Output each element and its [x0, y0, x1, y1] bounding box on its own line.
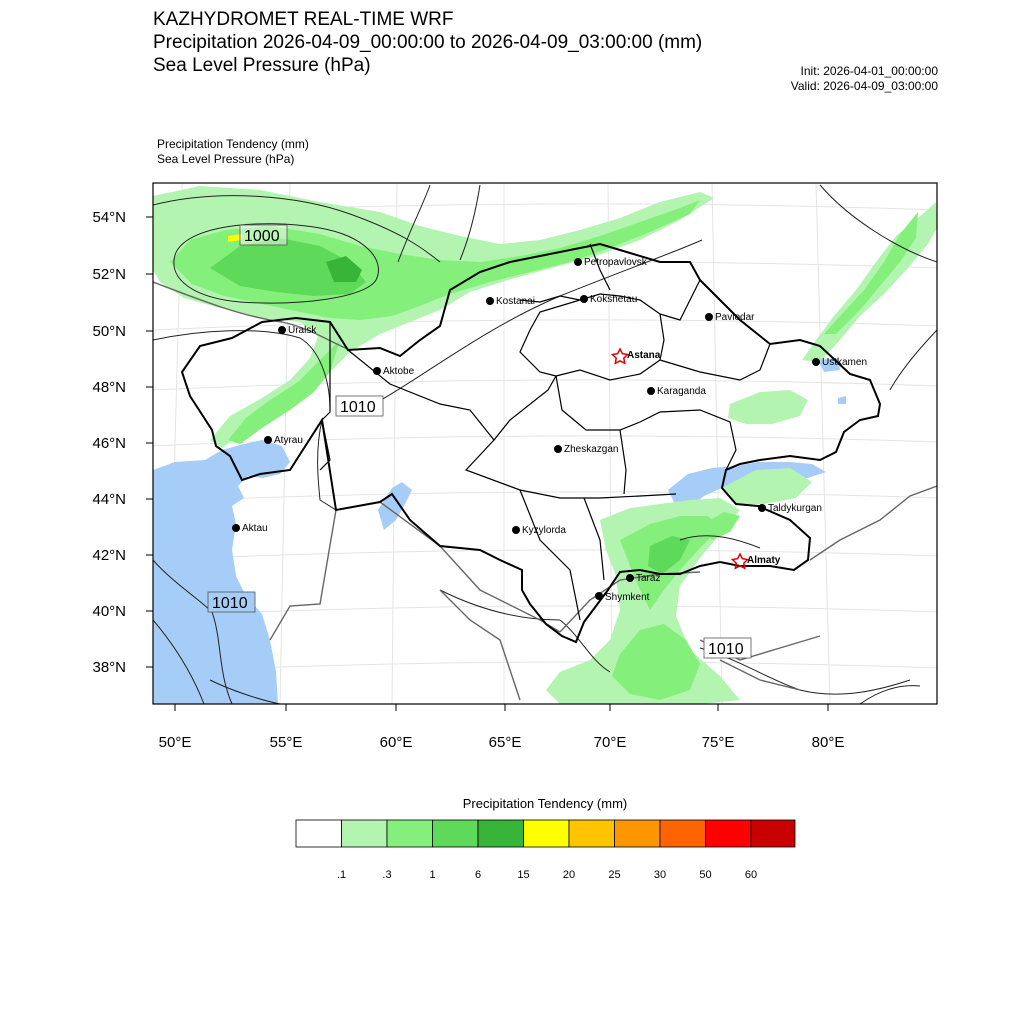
- slp-field-label: Sea Level Pressure (hPa): [157, 152, 295, 166]
- lat-label: 46°N: [92, 435, 126, 452]
- legend-label: 25: [608, 869, 621, 881]
- isobar-label: 1010: [340, 399, 376, 416]
- legend-label: 1: [429, 869, 436, 881]
- city-label: Uralsk: [288, 325, 317, 336]
- lat-label: 54°N: [92, 209, 126, 226]
- valid-time: Valid: 2026-04-09_03:00:00: [790, 79, 938, 93]
- city-label: Shymkent: [605, 592, 650, 603]
- init-time: Init: 2026-04-01_00:00:00: [800, 64, 938, 78]
- lat-label: 40°N: [92, 603, 126, 620]
- lat-label: 38°N: [92, 659, 126, 676]
- map-layers: [153, 183, 937, 704]
- legend-labels: [337, 869, 757, 881]
- city-label: Almaty: [747, 555, 781, 566]
- city-label: Pavlodar: [715, 312, 755, 323]
- lat-label: 48°N: [92, 379, 126, 396]
- page-title: KAZHYDROMET REAL-TIME WRF: [153, 9, 454, 30]
- legend-colorbar: [296, 820, 795, 847]
- precip-field-label: Precipitation Tendency (mm): [157, 137, 309, 151]
- legend-label: 30: [653, 869, 667, 881]
- lat-labels: [92, 209, 126, 676]
- isobar-label: 1010: [212, 595, 248, 612]
- legend-label: 6: [474, 869, 482, 881]
- legend-label: 50: [699, 869, 712, 881]
- lon-label: 55°E: [269, 734, 303, 751]
- city-label: Kyzylorda: [522, 525, 566, 536]
- lat-label: 44°N: [92, 491, 126, 508]
- lat-label: 52°N: [92, 266, 126, 283]
- lon-label: 60°E: [379, 734, 413, 751]
- legend-label: 15: [517, 869, 530, 881]
- city-label: Ustkamen: [822, 357, 868, 368]
- lon-label: 70°E: [593, 734, 627, 751]
- lon-label: 75°E: [701, 734, 735, 751]
- page-subtitle: Precipitation 2026-04-09_00:00:00 to 2026-04-09_03:00:00 (mm): [153, 32, 703, 53]
- legend-label: 20: [562, 869, 576, 881]
- city-label: Karaganda: [657, 386, 706, 397]
- lon-labels: [159, 734, 845, 751]
- city-label: Astana: [627, 350, 661, 361]
- lon-label: 50°E: [158, 734, 192, 751]
- aral-sea: [378, 482, 412, 530]
- city-label: Taraz: [636, 573, 661, 584]
- city-label: Zheskazgan: [564, 444, 619, 455]
- legend-label: 60: [744, 869, 758, 881]
- isobar-label: 1010: [708, 641, 744, 658]
- page-subtitle-2: Sea Level Pressure (hPa): [153, 55, 371, 76]
- city-label: Petropavlovsk: [584, 257, 647, 268]
- city-label: Kokshetau: [590, 294, 638, 305]
- lon-label: 65°E: [488, 734, 522, 751]
- city-label: Aktobe: [383, 366, 415, 377]
- city-label: Taldykurgan: [768, 503, 822, 514]
- lon-label: 80°E: [811, 734, 845, 751]
- isobar-label: 1000: [244, 228, 280, 245]
- city-label: Atyrau: [274, 435, 303, 446]
- city-label: Kostanai: [496, 296, 535, 307]
- lat-label: 42°N: [92, 547, 126, 564]
- legend-title: Precipitation Tendency (mm): [462, 796, 628, 811]
- city-label: Aktau: [242, 523, 268, 534]
- legend-label: .3: [382, 869, 392, 881]
- lat-label: 50°N: [92, 323, 126, 340]
- legend-label: .1: [336, 869, 347, 881]
